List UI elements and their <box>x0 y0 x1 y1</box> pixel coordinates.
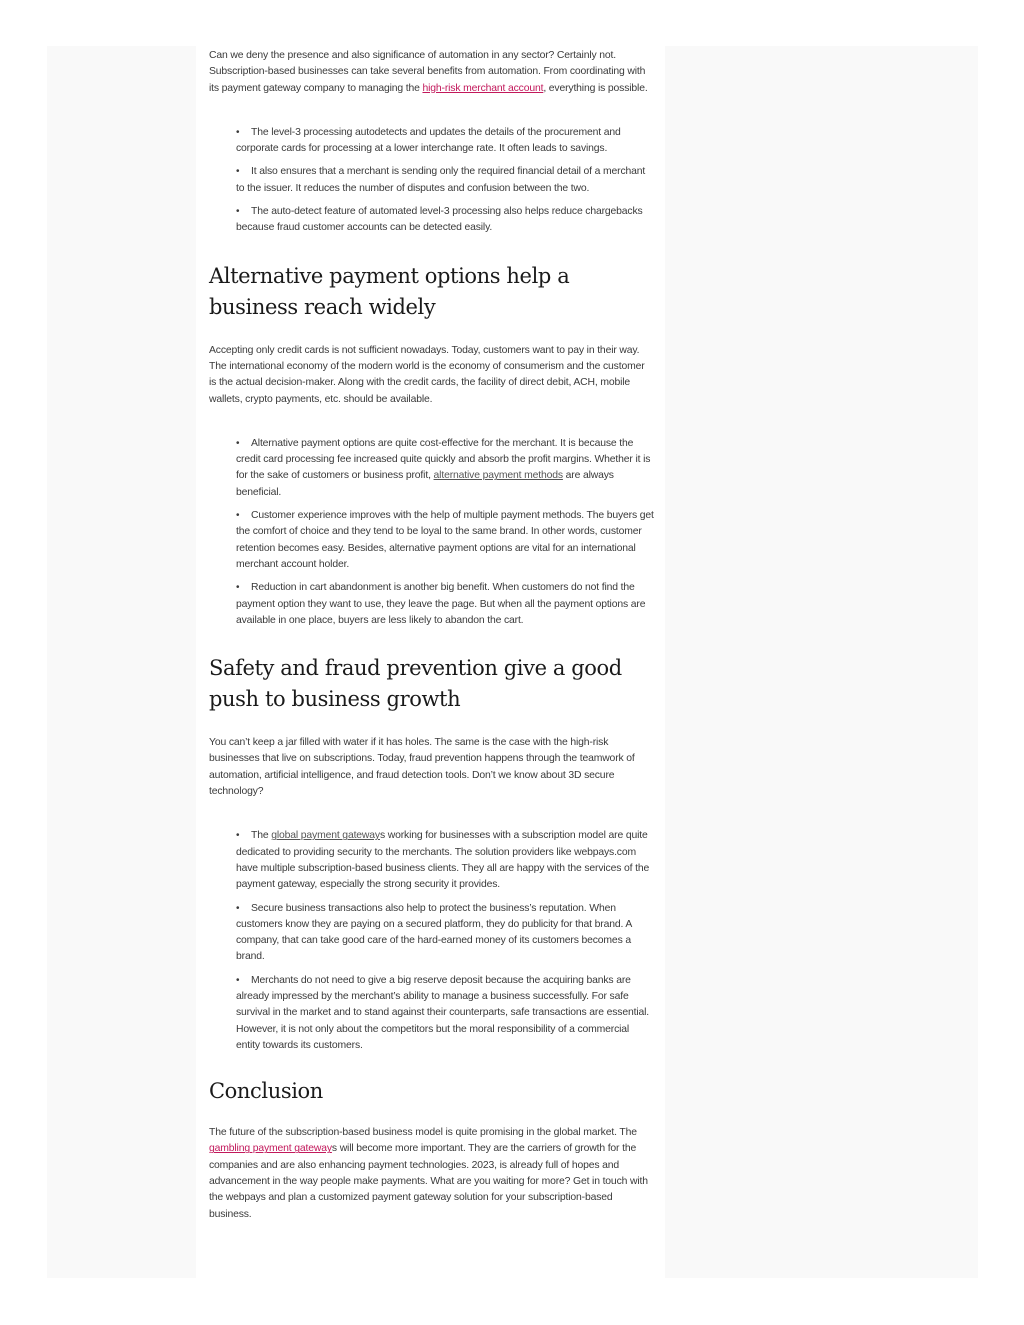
list-item-text: Customer experience improves with the help of multiple payment methods. The buyers get the comfort of choice and they tend to be loyal to the same brand. In other words, customer retention becomes easy. Besides, alternative payment options are vital for an international merchant account holder. <box>236 510 654 570</box>
article-content <box>196 46 665 1278</box>
list-item-text: The <box>251 830 272 842</box>
intro-text-before: Can we deny the presence and also significance of automation in any sector? Certainly not. Subscription-based businesses can take several benefits from automation. From coordinating with its payment gateway company to managing the <box>209 50 646 94</box>
list-item <box>236 204 654 237</box>
left-sidebar <box>47 46 196 1278</box>
list-item-text: Reduction in cart abandonment is another big benefit. When customers do not find the payment option they want to use, they leave the page. But when all the payment options are available in one place, buyers are less likely to abandon the cart. <box>236 582 646 626</box>
list-item <box>236 973 654 1054</box>
article-body <box>209 46 654 1223</box>
bullet-icon: • <box>236 126 240 138</box>
bullet-icon: • <box>236 902 240 914</box>
intro-paragraph <box>209 48 654 97</box>
list-item-text: The auto-detect feature of automated level-3 processing also helps reduce chargebacks because fraud customer accounts can be detected easily. <box>236 206 643 234</box>
list-item <box>236 580 654 629</box>
list-item <box>236 436 654 501</box>
conclusion-text-before: The future of the subscription-based business model is quite promising in the global market. The <box>209 1127 637 1139</box>
conclusion-paragraph <box>209 1125 654 1223</box>
bullet-icon: • <box>236 974 240 986</box>
global-payment-gateway-link[interactable]: global payment gateway <box>271 830 380 842</box>
safety-fraud-list <box>209 828 654 1054</box>
list-item-text: Secure business transactions also help to protect the business’s reputation. When customers know they are paying on a secured platform, they do publicity for that brand. A company, that can take good care of the hard-earned money of its customers becomes a brand. <box>236 902 632 963</box>
list-item <box>236 164 654 197</box>
list-item <box>236 828 654 893</box>
right-sidebar <box>665 46 978 1278</box>
list-item-text-after: are always beneficial. <box>236 470 614 498</box>
bullet-icon: • <box>236 510 240 522</box>
bullet-icon: • <box>236 206 240 218</box>
intro-text-after: , everything is possible. <box>543 82 648 94</box>
heading-safety-fraud: Safety and fraud prevention give a good push to business growth <box>209 656 622 712</box>
alternative-payment-paragraph: Accepting only credit cards is not sufficient nowadays. Today, customers want to pay in their way. The international economy of the modern world is the economy of consumerism and the customer is the actual decision-maker. Along with the credit cards, the facility of direct debit, ACH, mobile wallets, crypto payments, etc. should be available. <box>209 344 645 405</box>
list-item-text-after: s working for businesses with a subscription model are quite dedicated to providing security to the merchants. The solution providers like webpays.com have multiple subscription-based business clients. They all are happy with the services of the payment gateway, especially the strong security it provides. <box>236 830 650 891</box>
safety-fraud-paragraph: You can’t keep a jar filled with water if it has holes. The same is the case with the high-risk businesses that live on subscriptions. Today, fraud prevention happens through the teamwork of automation, artificial intelligence, and fraud detection tools. Don’t we know about 3D secure technology? <box>209 737 635 798</box>
list-item-text: Alternative payment options are quite cost-effective for the merchant. It is because the credit card processing fee increased quite quickly and absorb the profit margins. Whether it is for the sake of customers or business profit, <box>236 437 651 482</box>
list-item <box>236 125 654 158</box>
bullet-icon: • <box>236 582 240 594</box>
bullet-icon: • <box>236 830 240 842</box>
list-item-text: Merchants do not need to give a big reserve deposit because the acquiring banks are already impressed by the merchant’s ability to manage a business successfully. For safe survival in the market and to stand against their counterparts, safe transactions are essential. However, it is not only about the competitors but the moral responsibility of a commercial entity towards its customers. <box>236 974 649 1051</box>
alternative-payment-list <box>209 436 654 629</box>
list-item <box>236 901 654 966</box>
list-item-text: The level-3 processing autodetects and updates the details of the procurement and corporate cards for processing at a lower interchange rate. It often leads to savings. <box>236 126 621 155</box>
bullet-icon: • <box>236 166 240 178</box>
high-risk-merchant-account-link[interactable]: high-risk merchant account <box>422 82 544 94</box>
list-item-text: It also ensures that a merchant is sending only the required financial detail of a merchant to the issuer. It reduces the number of disputes and confusion between the two. <box>236 166 646 194</box>
list-item <box>236 508 654 573</box>
alternative-payment-methods-link[interactable]: alternative payment methods <box>433 470 563 482</box>
gambling-payment-gateway-link[interactable]: gambling payment gateway <box>209 1143 332 1155</box>
automation-benefits-list <box>209 125 654 237</box>
bullet-icon: • <box>236 437 240 449</box>
heading-conclusion: Conclusion <box>209 1079 323 1104</box>
conclusion-text-after: s will become more important. They are the carriers of growth for the companies and are also enhancing payment technologies. 2023, is already full of hopes and advancement in the way people make payments. What are you waiting for more? Get in touch with the webpays and plan a customized payment gateway solution for your subscription-based business. <box>209 1143 648 1220</box>
heading-alternative-payment: Alternative payment options help a business reach widely <box>209 263 570 319</box>
